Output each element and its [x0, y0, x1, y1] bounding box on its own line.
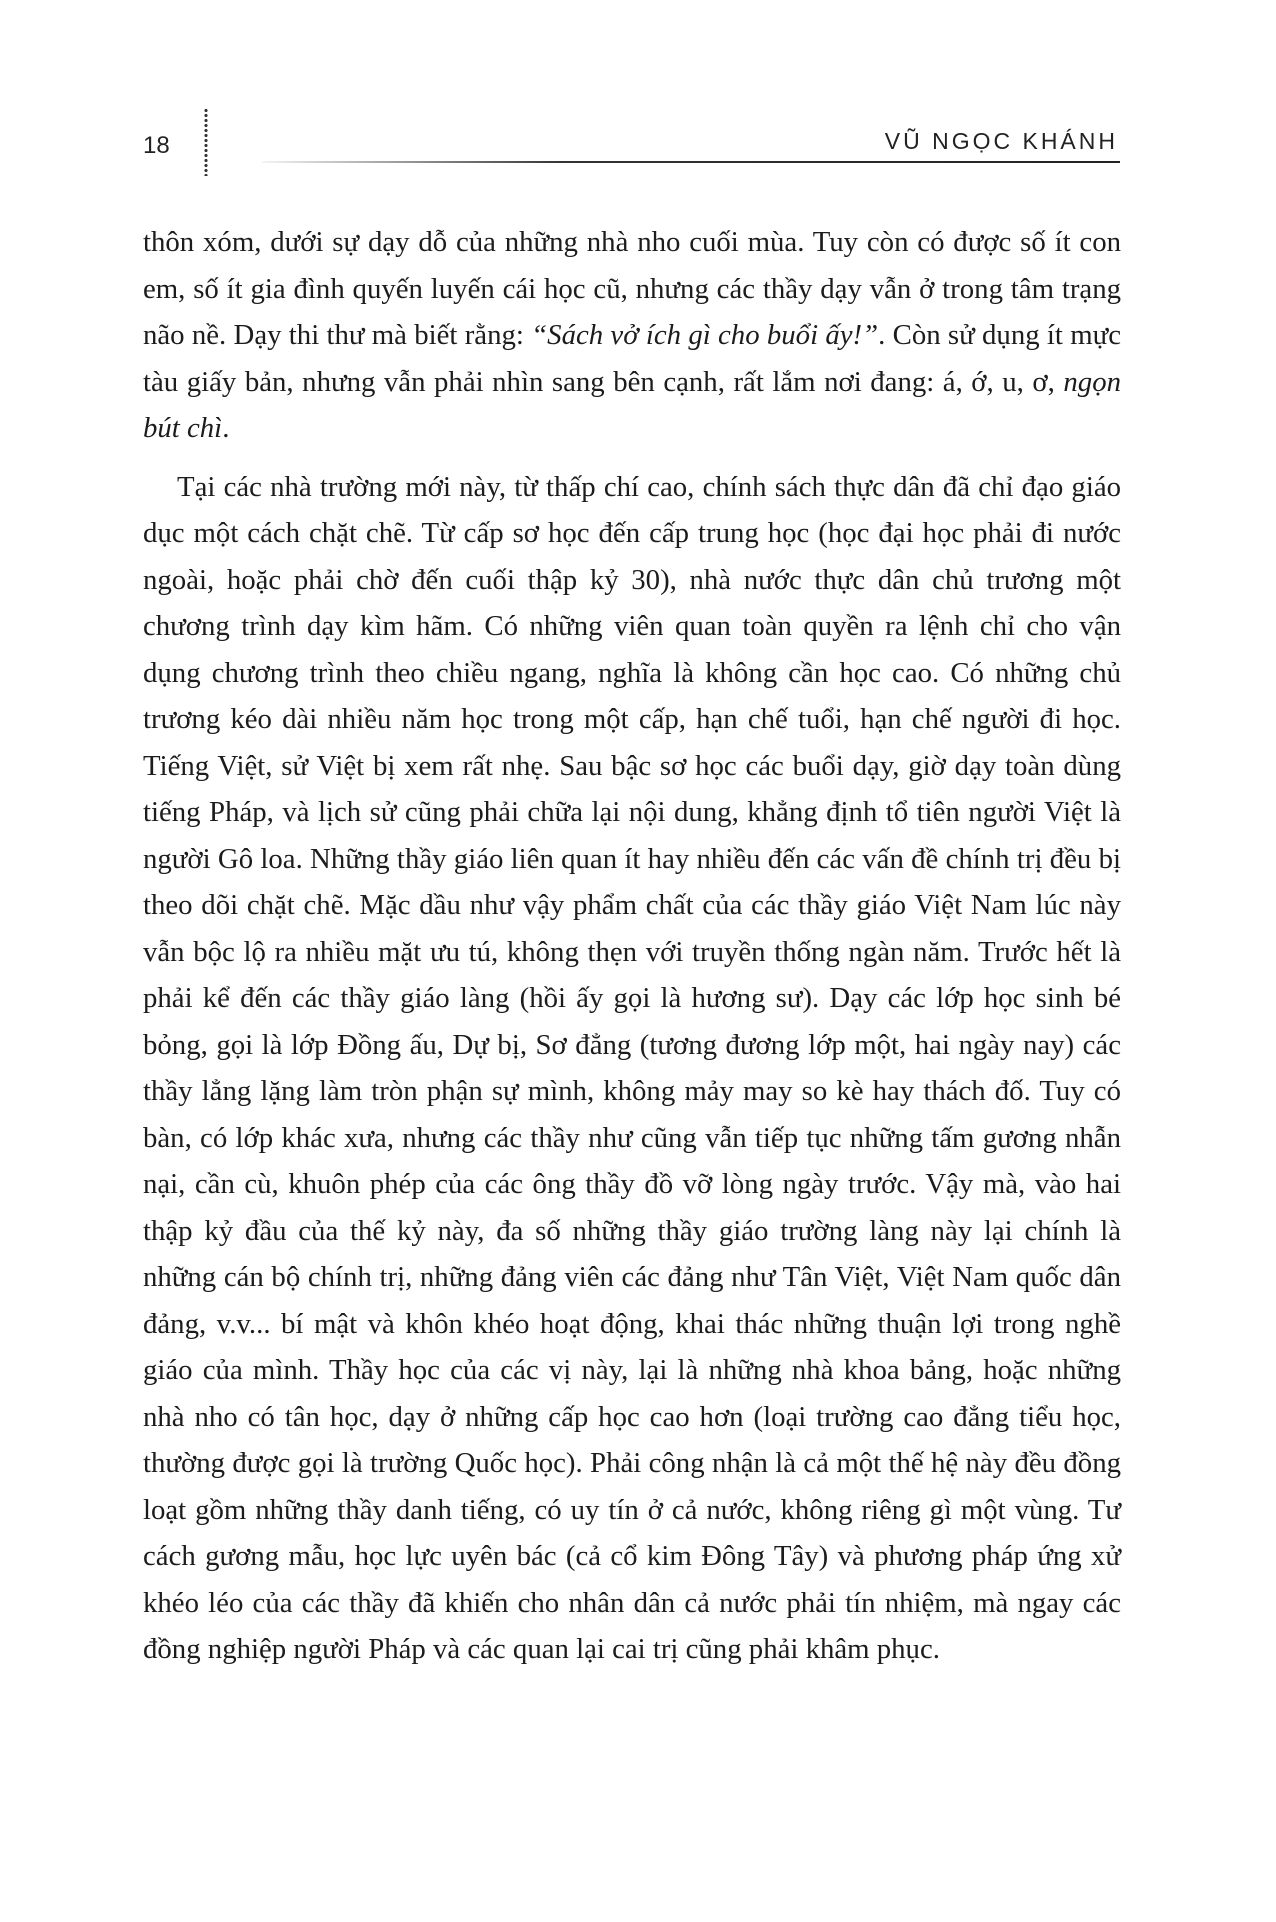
paragraph-2: Tại các nhà trường mới này, từ thấp chí cao, chính sách thực dân đã chỉ đạo giáo dục một cách chặt chẽ. Từ cấp sơ học đến cấp trung học (học đại học phải đi nước ngoài, hoặc phải chờ đến cuối thập kỷ 30), nhà nước thực dân chủ trương một chương trình dạy kìm hãm. Có những viên quan toàn quyền ra lệnh chỉ cho vận dụng chương trình theo chiều ngang, nghĩa là không cần học cao. Có những chủ trương kéo dài nhiều năm học trong một cấp, hạn chế tuổi, hạn chế người đi học. Tiếng Việt, sử Việt bị xem rất nhẹ. Sau bậc sơ học các buổi dạy, giờ dạy toàn dùng tiếng Pháp, và lịch sử cũng phải chữa lại nội dung, khẳng định tổ tiên người Việt là người Gô loa. Những thầy giáo liên quan ít hay nhiều đến các vấn đề chính trị đều bị theo dõi chặt chẽ. Mặc dầu như vậy phẩm chất của các thầy giáo Việt Nam lúc này vẫn bộc lộ ra nhiều mặt ưu tú, không thẹn với truyền thống ngàn năm. Trước hết là phải kể đến các thầy giáo làng (hồi ấy gọi là hương sư). Dạy các lớp học sinh bé bỏng, gọi là lớp Đồng ấu, Dự bị, Sơ đẳng (tương đương lớp một, hai ngày nay) các thầy lẳng lặng làm tròn phận sự mình, không mảy may so kè hay thách đố. Tuy có bàn, có lớp khác xưa, nhưng các thầy như cũng vẫn tiếp tục những tấm gương nhẫn nại, cần cù, khuôn phép của các ông thầy đồ vỡ lòng ngày trước. Vậy mà, vào hai thập kỷ đầu của thế kỷ này, đa số những thầy giáo trường làng này lại chính là những cán bộ chính trị, những đảng viên các đảng như Tân Việt, Việt Nam quốc dân đảng, v.v... bí mật và khôn khéo hoạt động, khai thác những thuận lợi trong nghề giáo của mình. Thầy học của các vị này, lại là những nhà khoa bảng, hoặc những nhà nho có tân học, dạy ở những cấp học cao hơn (loại trường cao đẳng tiểu học, thường được gọi là trường Quốc học). Phải công nhận là cả một thế hệ này đều đồng loạt gồm những thầy danh tiếng, có uy tín ở cả nước, không riêng gì một vùng. Tư cách gương mẫu, học lực uyên bác (cả cổ kim Đông Tây) và phương pháp ứng xử khéo léo của các thầy đã khiến cho nhân dân cả nước phải tín nhiệm, mà ngay các đồng nghiệp người Pháp và các quan lại cai trị cũng phải khâm phục. [143, 470, 1121, 1665]
paragraph-1 [143, 219, 1121, 452]
emphasis: ngọn bút chì [143, 365, 1121, 444]
quote: “Sách vở ích gì cho buổi ấy!” [531, 319, 879, 351]
header-rule [262, 161, 1120, 163]
body-text [143, 219, 1121, 1673]
page-header [0, 0, 1276, 180]
paragraph-1-part-1: thôn xóm, dưới sự dạy dỗ của những nhà nho cuối mùa. Tuy còn có được số ít con em, số ít gia đình quyến luyến cái học cũ, nhưng các thầy dạy vẫn ở trong tâm trạng não nề. Dạy thi thư mà biết rằng: [143, 226, 1121, 351]
paragraph-1-part-3: . [222, 412, 230, 444]
running-head: VŨ NGỌC KHÁNH [884, 128, 1118, 154]
page-number: 18 [143, 132, 170, 159]
paragraph-1-part-2: . Còn sử dụng ít mực tàu giấy bản, nhưng vẫn phải nhìn sang bên cạnh, rất lắm nơi đang: á, ớ, u, ơ, [143, 319, 1121, 398]
dotted-vertical-ornament-icon [203, 108, 209, 176]
